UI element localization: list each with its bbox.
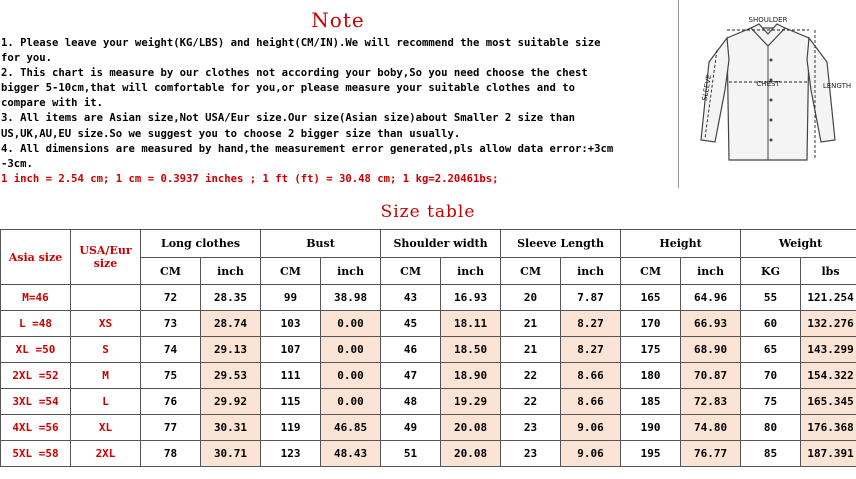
usa-eur-size-cell — [71, 285, 141, 311]
table-cell: 8.66 — [561, 389, 621, 415]
table-cell: 48 — [381, 389, 441, 415]
table-cell: 0.00 — [321, 311, 381, 337]
bust-header: Bust — [261, 230, 381, 258]
usa-eur-size-cell: M — [71, 363, 141, 389]
note-line: 2. This chart is measure by our clothes not according your boby,So you need choose the chest — [1, 67, 588, 80]
table-row — [1, 441, 856, 467]
table-cell: 18.50 — [441, 337, 501, 363]
table-cell: 43 — [381, 285, 441, 311]
note-line: US,UK,AU,EU size.So we suggest you to choose 2 bigger size than usually. — [1, 127, 461, 140]
table-cell: 28.74 — [201, 311, 261, 337]
table-cell: 99 — [261, 285, 321, 311]
note-line: -3cm. — [1, 157, 33, 170]
table-cell: 73 — [141, 311, 201, 337]
table-cell: 77 — [141, 415, 201, 441]
table-cell: 185 — [621, 389, 681, 415]
table-cell: 30.31 — [201, 415, 261, 441]
table-cell: 21 — [501, 337, 561, 363]
unit-header: lbs — [801, 258, 856, 285]
table-cell: 72 — [141, 285, 201, 311]
table-cell: 66.93 — [681, 311, 741, 337]
table-cell: 0.00 — [321, 389, 381, 415]
note-title: Note — [311, 8, 365, 32]
table-row — [1, 337, 856, 363]
table-cell: 29.92 — [201, 389, 261, 415]
usa-eur-size-header: USA/Eur size — [71, 230, 141, 285]
table-row — [1, 285, 856, 311]
table-cell: 121.254 — [801, 285, 856, 311]
table-cell: 46.85 — [321, 415, 381, 441]
note-line: bigger 5-10cm,that will comfortable for you,or please measure your suitable clothes and to — [1, 82, 576, 95]
table-cell: 46 — [381, 337, 441, 363]
usa-eur-size-cell: XL — [71, 415, 141, 441]
table-cell: 68.90 — [681, 337, 741, 363]
table-cell: 20.08 — [441, 441, 501, 467]
table-cell: 16.93 — [441, 285, 501, 311]
table-cell: 75 — [141, 363, 201, 389]
shirt-diagram — [678, 0, 856, 188]
asia-size-cell: M=46 — [1, 285, 71, 311]
table-cell: 47 — [381, 363, 441, 389]
table-cell: 22 — [501, 389, 561, 415]
unit-header: CM — [381, 258, 441, 285]
table-cell: 0.00 — [321, 363, 381, 389]
table-cell: 49 — [381, 415, 441, 441]
table-cell: 75 — [741, 389, 801, 415]
note-line: 4. All dimensions are measured by hand,the measurement error generated,pls allow data error:+3cm — [1, 142, 614, 155]
unit-header: inch — [441, 258, 501, 285]
table-cell: 8.27 — [561, 311, 621, 337]
size-table-title: Size table — [380, 202, 476, 222]
unit-header: CM — [141, 258, 201, 285]
table-cell: 29.13 — [201, 337, 261, 363]
table-cell: 143.299 — [801, 337, 856, 363]
table-cell: 30.71 — [201, 441, 261, 467]
table-cell: 175 — [621, 337, 681, 363]
table-cell: 19.29 — [441, 389, 501, 415]
usa-eur-size-cell: 2XL — [71, 441, 141, 467]
table-cell: 8.27 — [561, 337, 621, 363]
long-clothes-header: Long clothes — [141, 230, 261, 258]
asia-size-cell: 5XL =58 — [1, 441, 71, 467]
table-cell: 103 — [261, 311, 321, 337]
table-cell: 65 — [741, 337, 801, 363]
shoulder-label: SHOULDER — [748, 16, 788, 24]
note-line: compare with it. — [1, 97, 104, 110]
table-cell: 70 — [741, 363, 801, 389]
table-row — [1, 311, 856, 337]
unit-header: CM — [501, 258, 561, 285]
usa-eur-size-cell: XS — [71, 311, 141, 337]
table-cell: 72.83 — [681, 389, 741, 415]
unit-header: inch — [561, 258, 621, 285]
table-cell: 0.00 — [321, 337, 381, 363]
unit-header: CM — [261, 258, 321, 285]
table-cell: 23 — [501, 415, 561, 441]
table-cell: 76 — [141, 389, 201, 415]
note-line: 3. All items are Asian size,Not USA/Eur size.Our size(Asian size)about Smaller 2 size than — [1, 112, 576, 125]
table-cell: 176.368 — [801, 415, 856, 441]
table-cell: 111 — [261, 363, 321, 389]
table-cell: 70.87 — [681, 363, 741, 389]
unit-conversion: 1 inch = 2.54 cm; 1 cm = 0.3937 inches ; 1 ft (ft) = 30.48 cm; 1 kg=2.20461bs; — [1, 172, 499, 185]
table-cell: 165 — [621, 285, 681, 311]
table-cell: 107 — [261, 337, 321, 363]
note-line: 1. Please leave your weight(KG/LBS) and height(CM/IN).We will recommend the most suitable size — [1, 37, 601, 49]
table-cell: 60 — [741, 311, 801, 337]
table-cell: 8.66 — [561, 363, 621, 389]
sleeve-length-header: Sleeve Length — [501, 230, 621, 258]
table-cell: 48.43 — [321, 441, 381, 467]
sleeve-label: SLEEVE — [700, 73, 714, 102]
asia-size-cell: 3XL =54 — [1, 389, 71, 415]
table-row — [1, 363, 856, 389]
table-row — [1, 415, 856, 441]
table-cell: 51 — [381, 441, 441, 467]
unit-header: CM — [621, 258, 681, 285]
table-cell: 195 — [621, 441, 681, 467]
table-cell: 22 — [501, 363, 561, 389]
table-cell: 132.276 — [801, 311, 856, 337]
unit-header: inch — [201, 258, 261, 285]
table-cell: 7.87 — [561, 285, 621, 311]
table-cell: 64.96 — [681, 285, 741, 311]
table-cell: 123 — [261, 441, 321, 467]
shoulder-width-header: Shoulder width — [381, 230, 501, 258]
table-cell: 170 — [621, 311, 681, 337]
note-section — [0, 0, 676, 192]
table-cell: 21 — [501, 311, 561, 337]
table-cell: 20 — [501, 285, 561, 311]
table-cell: 76.77 — [681, 441, 741, 467]
usa-eur-size-cell: S — [71, 337, 141, 363]
weight-header: Weight — [741, 230, 856, 258]
table-cell: 28.35 — [201, 285, 261, 311]
table-cell: 29.53 — [201, 363, 261, 389]
asia-size-cell: 2XL =52 — [1, 363, 71, 389]
table-cell: 119 — [261, 415, 321, 441]
table-cell: 20.08 — [441, 415, 501, 441]
table-cell: 74.80 — [681, 415, 741, 441]
asia-size-cell: 4XL =56 — [1, 415, 71, 441]
height-header: Height — [621, 230, 741, 258]
note-line: for you. — [1, 52, 53, 65]
table-cell: 74 — [141, 337, 201, 363]
asia-size-cell: L =48 — [1, 311, 71, 337]
unit-header: KG — [741, 258, 801, 285]
usa-eur-size-cell: L — [71, 389, 141, 415]
shirt-illustration — [679, 0, 856, 188]
chest-label: CHEST — [756, 80, 780, 88]
note-text — [1, 36, 673, 187]
unit-header: inch — [321, 258, 381, 285]
length-label: LENGTH — [822, 82, 852, 90]
size-table — [0, 229, 856, 467]
unit-header: inch — [681, 258, 741, 285]
table-cell: 18.90 — [441, 363, 501, 389]
size-table-body — [1, 285, 856, 467]
table-cell: 18.11 — [441, 311, 501, 337]
asia-size-cell: XL =50 — [1, 337, 71, 363]
table-cell: 45 — [381, 311, 441, 337]
table-cell: 80 — [741, 415, 801, 441]
table-cell: 55 — [741, 285, 801, 311]
table-cell: 9.06 — [561, 415, 621, 441]
table-cell: 187.391 — [801, 441, 856, 467]
table-cell: 190 — [621, 415, 681, 441]
table-cell: 115 — [261, 389, 321, 415]
table-cell: 180 — [621, 363, 681, 389]
asia-size-header: Asia size — [1, 230, 71, 285]
table-row — [1, 389, 856, 415]
table-cell: 23 — [501, 441, 561, 467]
table-cell: 154.322 — [801, 363, 856, 389]
table-cell: 85 — [741, 441, 801, 467]
table-cell: 38.98 — [321, 285, 381, 311]
table-cell: 78 — [141, 441, 201, 467]
table-cell: 165.345 — [801, 389, 856, 415]
table-cell: 9.06 — [561, 441, 621, 467]
